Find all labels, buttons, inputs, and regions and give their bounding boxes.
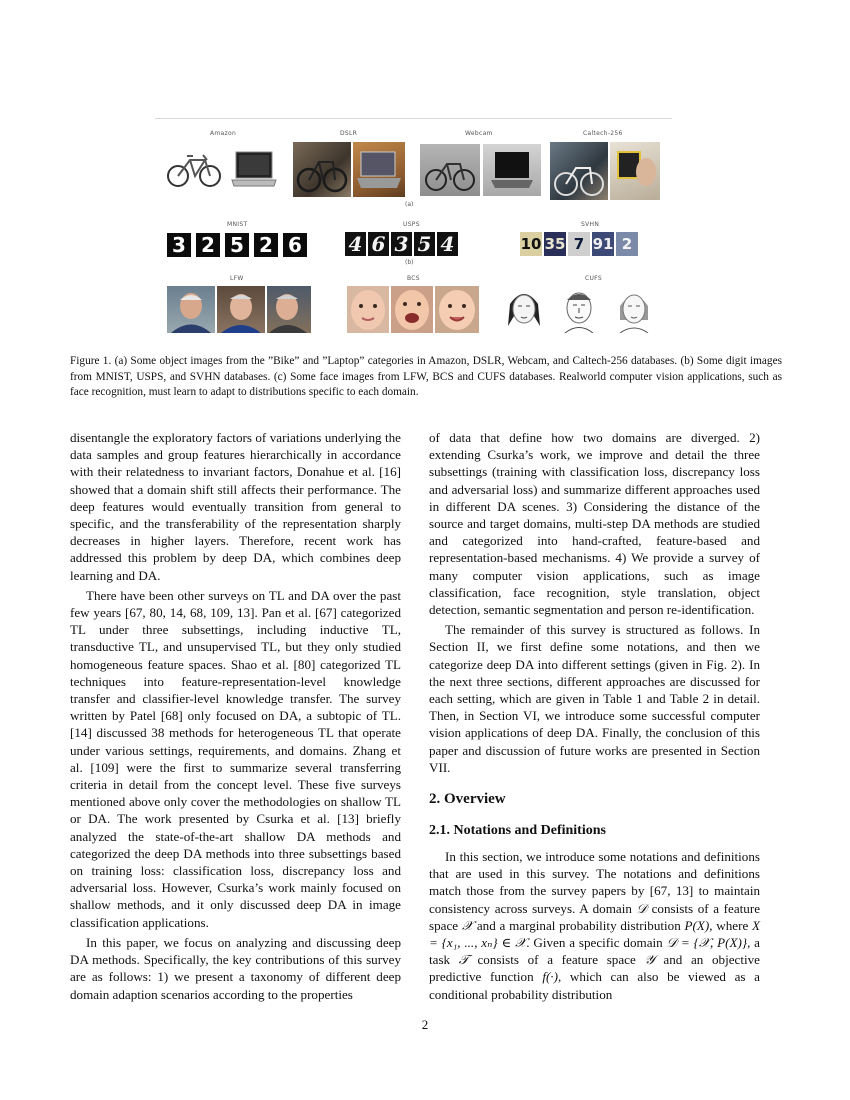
caltech-laptop-image <box>610 142 660 200</box>
dataset-label-dslr: DSLR <box>340 130 358 137</box>
svhn-digit: 35 <box>544 232 566 256</box>
dataset-label-mnist: MNIST <box>227 221 248 228</box>
amazon-laptop-image <box>230 150 278 190</box>
usps-digit: 5 <box>414 232 435 256</box>
usps-digit: 4 <box>345 232 366 256</box>
text-run: . Given a specific domain <box>526 935 667 951</box>
caltech-bike-image <box>550 142 608 200</box>
dataset-label-cufs: CUFS <box>585 275 602 282</box>
text-run: consists of a feature space <box>429 900 760 933</box>
paragraph: In this paper, we focus on analyzing and discussing deep DA methods. Specifically, the key contributions of this survey are as follows: 1) we present a taxonomy of different deep domain adaption scenarios according to the properties <box>70 934 401 1002</box>
figure-top-rule <box>155 118 672 119</box>
cufs-sketch-image <box>555 286 603 333</box>
dataset-label-svhn: SVHN <box>581 221 600 228</box>
bcs-face-image <box>391 286 433 333</box>
text-run: In this section, we introduce some notations and definitions that are used in this survey. The notations and definitions match those from the survey papers by [67, 13] to maintain consistency across surveys. A domain <box>429 849 760 916</box>
mnist-digit: 2 <box>196 233 220 257</box>
right-column <box>429 429 760 1003</box>
page-number: 2 <box>421 1017 429 1032</box>
bcs-face-image <box>435 286 479 333</box>
svhn-digit: 91 <box>592 232 614 256</box>
panel-a-label: (a) <box>405 201 414 208</box>
dslr-bike-image <box>293 142 351 197</box>
text-run: , a task <box>429 935 760 968</box>
subsection-heading: 2.1. Notations and Definitions <box>429 823 606 839</box>
mnist-digit: 5 <box>225 233 249 257</box>
math-domain: 𝒟 <box>636 900 647 916</box>
dslr-laptop-image <box>353 142 405 197</box>
dataset-label-bcs: BCS <box>407 275 420 282</box>
amazon-bike-image <box>165 146 225 191</box>
figure-caption: Figure 1. (a) Some object images from the ”Bike” and ”Laptop” categories in Amazon, DSLR, Webcam, and Caltech-256 databases. (b) Some digit images from MNIST, USPS, and SVHN databases. (c) Some face images from LFW, BCS and CUFS databases. Realworld computer vision applications, such as face recognition, must learn to adapt to distributions specific to each domain. <box>70 355 782 398</box>
math-sample-set: X = {x₁, ..., xₙ} ∈ 𝒳 <box>429 917 761 951</box>
dataset-label-lfw: LFW <box>230 275 244 282</box>
lfw-face-image <box>167 286 215 333</box>
paragraph: disentangle the exploratory factors of variations underlying the data samples and group features hierarchically in accordance with their relatedness to invariant factors, Donahue et al. [16] showed that a domain shift still affects their performance. The deep features would eventually transition from general to specific, and the transferability of the representation sharply decreases in higher layers. Therefore, recent work has addressed this problem by deep DA, which combines deep learning and DA. <box>70 430 401 583</box>
webcam-bike-image <box>420 144 480 196</box>
cufs-sketch-image <box>610 286 658 333</box>
section-heading: 2. Overview <box>429 791 506 808</box>
paragraph: There have been other surveys on TL and DA over the past few years [67, 80, 14, 68, 109, 13]. Pan et al. [67] categorized TL under three subsettings, including inductive TL, transductive TL, and unsupervised TL, but they only studied homogeneous feature spaces. Shao et al. [80] categorized TL techniques into feature-representation-level knowledge transfer and classifier-level knowledge transfer. The survey written by Patel [68] only focused on DA, a subtopic of TL. [14] discussed 38 methods for heterogeneous TL that operate under various settings, requirements, and domains. Zhang et al. [109] were the first to summarize several transferring criteria in detail from the concept level. These five surveys mentioned above only cover the methodologies on shallow TL or DA. The work presented by Csurka et al. [13] briefly analyzed the state-of-the-art shallow DA methods and categorized the deep DA methods into three subsettings based on training loss: classification loss, discrepancy loss and adversarial loss. However, Csurka’s work mainly focused on shallow methods, and it only discussed deep DA in image classification applications. <box>70 587 401 930</box>
text-run: and an objective predictive function <box>429 952 760 985</box>
dataset-label-amazon: Amazon <box>210 130 237 137</box>
lfw-face-image <box>267 286 311 333</box>
panel-b-label: (b) <box>405 259 414 266</box>
dataset-label-caltech: Caltech-256 <box>583 130 623 137</box>
text-run: , which can also be viewed as a conditional probability distribution <box>429 969 760 1002</box>
mnist-digit: 2 <box>254 233 278 257</box>
math-task: 𝒯 <box>458 952 469 968</box>
svhn-digit: 10 <box>520 232 542 256</box>
paragraph: The remainder of this survey is structured as follows. In Section II, we first define some notations, and then we categorize deep DA into different settings (given in Fig. 2). In the next three sections, different approaches are discussed for each setting, which are given in Table 1 and Table 2 in detail. Then, in Section VI, we introduce some successful computer vision applications of deep DA. Finally, the conclusion of this paper and discussion of future works are presented in Section VII. <box>429 622 760 775</box>
math-domain-def: 𝒟 = {𝒳, P(X)} <box>666 935 748 951</box>
paragraph-notations <box>429 848 760 1003</box>
svhn-digit: 7 <box>568 232 590 256</box>
usps-digit: 3 <box>391 232 412 256</box>
cufs-sketch-image <box>500 286 548 333</box>
text-run: consists of a feature space <box>468 952 645 968</box>
math-function: f(·) <box>542 969 558 985</box>
usps-digit: 4 <box>437 232 458 256</box>
svhn-digit: 2 <box>616 232 638 256</box>
dataset-label-usps: USPS <box>403 221 420 228</box>
math-feature-space: 𝒳 <box>461 917 474 933</box>
mnist-digit: 6 <box>283 233 307 257</box>
usps-digit: 6 <box>368 232 389 256</box>
mnist-digit: 3 <box>167 233 191 257</box>
math-marginal: P(X) <box>684 917 710 933</box>
figure-1 <box>155 118 672 338</box>
text-run: and a marginal probability distribution <box>473 917 685 933</box>
webcam-laptop-image <box>483 144 541 196</box>
text-run: , where <box>709 917 753 933</box>
paragraph: of data that define how two domains are diverged. 2) extending Csurka’s work, we improve and detail the three subsettings (training with classification loss, discrepancy loss and adversarial loss) and summarize different approaches used in different DA scenes. 3) Considering the distance of the source and target domains, multi-step DA methods are studied and categorized into hand-crafted, feature-based and representation-based mechanisms. 4) We provide a survey of many computer vision applications, such as image classification, face recognition, style translation, object detection, semantic segmentation and person re-identification. <box>429 430 760 618</box>
left-column <box>70 429 401 1003</box>
math-label-space: 𝒴 <box>644 952 655 968</box>
bcs-face-image <box>347 286 389 333</box>
dataset-label-webcam: Webcam <box>465 130 493 137</box>
lfw-face-image <box>217 286 265 333</box>
